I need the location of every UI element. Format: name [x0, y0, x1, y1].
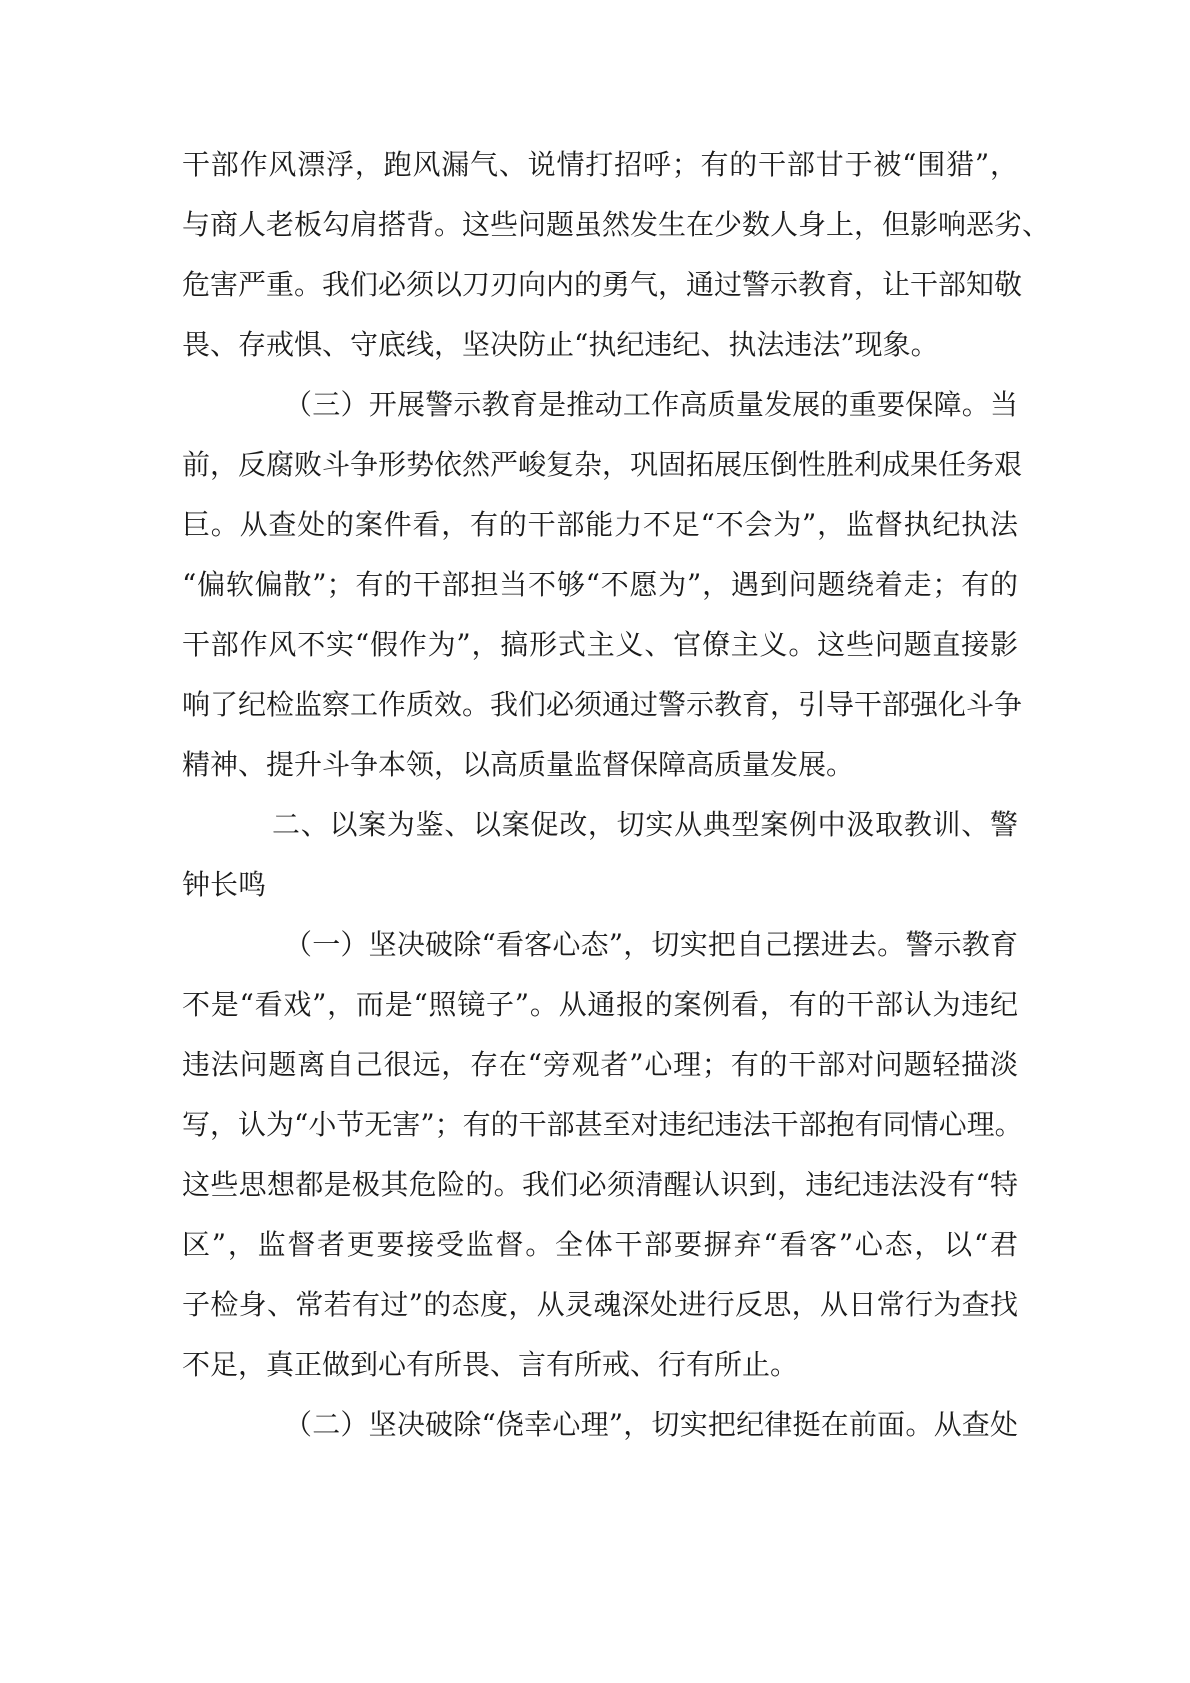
text-line: 危害严重。我们必须以刀刃向内的勇气，通过警示教育，让干部知敬: [182, 268, 1023, 301]
paragraph-heading-1: （一）坚决破除“看客心态”，切实把自己摆进去。警示教育: [284, 928, 1018, 961]
text-line: 写，认为“小节无害”；有的干部甚至对违纪违法干部抱有同情心理。: [182, 1108, 1023, 1141]
text-line: 不足，真正做到心有所畏、言有所戒、行有所止。: [182, 1348, 799, 1381]
text-line: 不是“看戏”，而是“照镜子”。从通报的案例看，有的干部认为违纪: [182, 988, 1018, 1021]
text-line: 干部作风漂浮，跑风漏气、说情打招呼；有的干部甘于被“围猎”，: [182, 148, 1018, 181]
text-line: 这些思想都是极其危险的。我们必须清醒认识到，违纪违法没有“特: [182, 1168, 1018, 1201]
text-line: 与商人老板勾肩搭背。这些问题虽然发生在少数人身上，但影响恶劣、: [182, 208, 1051, 241]
text-line: 精神、提升斗争本领，以高质量监督保障高质量发展。: [182, 748, 855, 781]
text-line: 干部作风不实“假作为”，搞形式主义、官僚主义。这些问题直接影: [182, 628, 1018, 661]
text-line: 巨。从查处的案件看，有的干部能力不足“不会为”，监督执纪执法: [182, 508, 1018, 541]
paragraph-heading-3: （三）开展警示教育是推动工作高质量发展的重要保障。当: [284, 388, 1018, 421]
text-line: 畏、存戒惧、守底线，坚决防止“执纪违纪、执法违法”现象。: [182, 328, 939, 361]
text-line: 违法问题离自己很远，存在“旁观者”心理；有的干部对问题轻描淡: [182, 1048, 1018, 1081]
text-line: “偏软偏散”；有的干部担当不够“不愿为”，遇到问题绕着走；有的: [182, 568, 1018, 601]
text-line: 前，反腐败斗争形势依然严峻复杂，巩固拓展压倒性胜利成果任务艰: [182, 448, 1023, 481]
text-line: 响了纪检监察工作质效。我们必须通过警示教育，引导干部强化斗争: [182, 688, 1023, 721]
section-heading-2-cont: 钟长鸣: [182, 868, 267, 901]
section-heading-2: 二、以案为鉴、以案促改，切实从典型案例中汲取教训、警: [272, 808, 1018, 841]
paragraph-heading-2: （二）坚决破除“侥幸心理”，切实把纪律挺在前面。从查处: [284, 1408, 1018, 1441]
text-line: 区”，监督者更要接受监督。全体干部要摒弃“看客”心态，以“君: [182, 1228, 1018, 1261]
text-line: 子检身、常若有过”的态度，从灵魂深处进行反思，从日常行为查找: [182, 1288, 1018, 1321]
